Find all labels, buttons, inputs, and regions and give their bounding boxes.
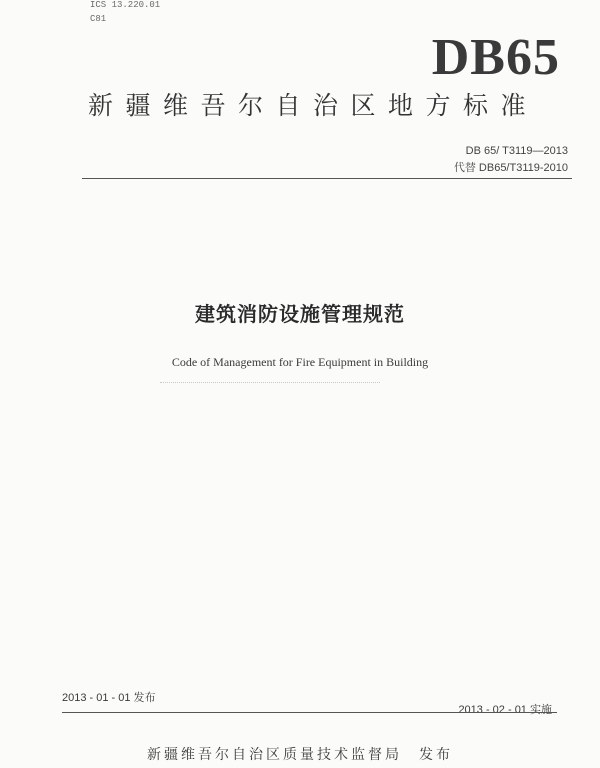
classification-code: C81 [90, 14, 107, 24]
issue-date: 2013 - 01 - 01 发布 [62, 692, 156, 704]
implementation-date: 2013 - 02 - 01 实施 [458, 704, 552, 716]
header-divider [82, 178, 572, 179]
ics-code: ICS 13.220.01 [90, 0, 161, 10]
standard-number-block [454, 143, 568, 177]
standard-number: DB 65/ T3119—2013 [465, 145, 568, 157]
replaces-number: 代替 DB65/T3119-2010 [453, 162, 568, 174]
standard-logo: DB65 [431, 29, 560, 86]
footer-divider [62, 712, 557, 713]
document-title-zh: 建筑消防设施管理规范 [195, 302, 405, 326]
standard-type-heading: 新疆维吾尔自治区地方标准 [88, 91, 539, 120]
issuing-authority: 新疆维吾尔自治区质量技术监督局 发布 [147, 747, 453, 763]
title-underline [160, 382, 380, 383]
document-title-en: Code of Management for Fire Equipment in Building [171, 355, 429, 369]
